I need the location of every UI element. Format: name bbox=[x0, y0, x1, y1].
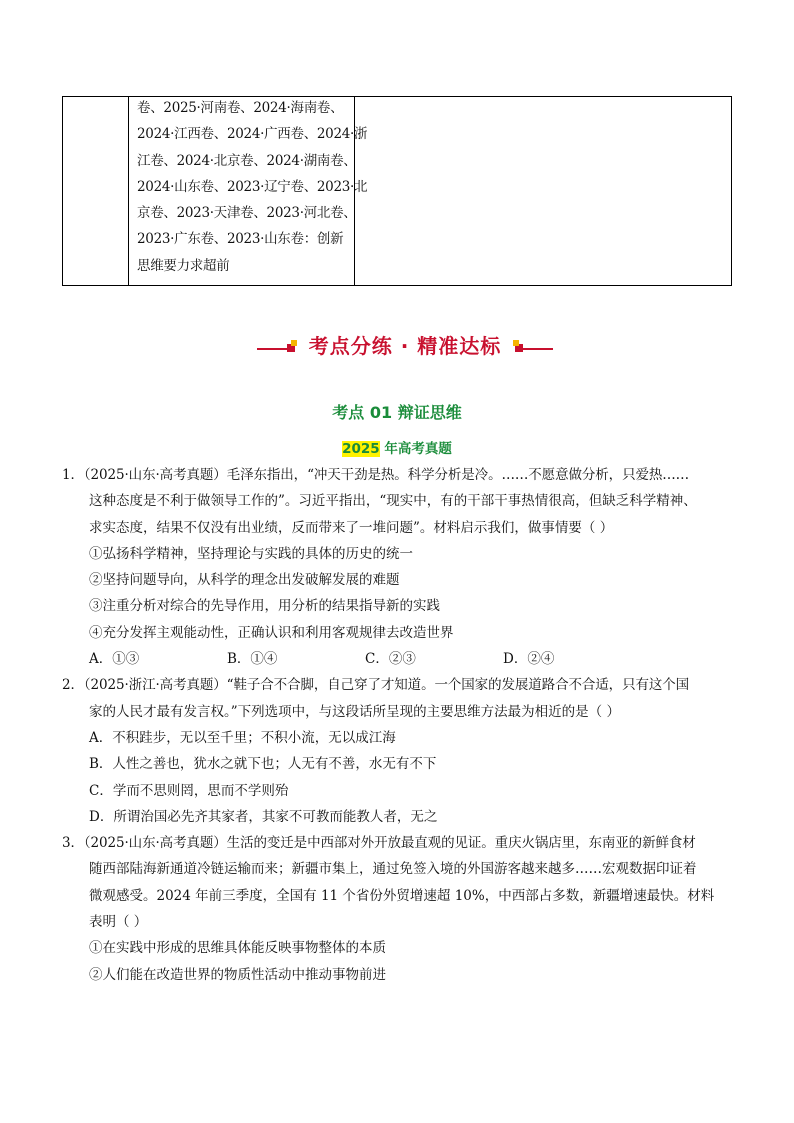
option-b: B．人性之善也，犹水之就下也；人无有不善，水无有不下 bbox=[89, 756, 437, 773]
question-stem: 1．（2025·山东·高考真题）毛泽东指出，“冲天干劲是热。科学分析是冷。……不愿意做分析，只爱热…… bbox=[62, 467, 690, 483]
banner-line-right bbox=[523, 348, 553, 350]
banner-title: 考点分练 · 精准达标 bbox=[308, 334, 502, 358]
question-stem: 随西部陆海新通道冷链运输而来；新疆市集上，通过免签入境的外国游客越来越多……宏观数据印证着 bbox=[89, 861, 697, 878]
year-highlight: 2025 bbox=[342, 441, 380, 457]
question-stem: 这种态度是不利于做领导工作的”。习近平指出，“现实中，有的干部干事热情很高，但缺乏科学精神、 bbox=[89, 493, 697, 510]
option-a: A．不积跬步，无以至千里；不积小流，无以成江海 bbox=[89, 729, 396, 746]
table-line: 2024·江西卷、2024·广西卷、2024·浙 bbox=[137, 126, 368, 143]
table-line: 京卷、2023·天津卷、2023·河北卷、 bbox=[137, 205, 357, 222]
section-title: 考点 01 辩证思维 bbox=[332, 403, 462, 422]
question-1 bbox=[62, 462, 742, 672]
option-d: D．②④ bbox=[503, 651, 555, 668]
statement: ③注重分析对综合的先导作用，用分析的结果指导新的实践 bbox=[89, 598, 440, 615]
questions bbox=[62, 462, 742, 988]
statement: ④充分发挥主观能动性，正确认识和利用客观规律去改造世界 bbox=[89, 624, 454, 641]
table-line: 2023·广东卷、2023·山东卷：创新 bbox=[137, 231, 344, 248]
table-col-2 bbox=[129, 97, 368, 285]
option-b: B．①④ bbox=[227, 651, 278, 668]
table-col-1 bbox=[63, 97, 129, 285]
summary-table bbox=[62, 96, 732, 286]
statement: ①在实践中形成的思维具体能反映事物整体的本质 bbox=[89, 940, 386, 957]
question-2 bbox=[62, 672, 742, 830]
table-line: 2024·山东卷、2023·辽宁卷、2023·北 bbox=[137, 178, 368, 195]
banner-square-icon bbox=[513, 340, 519, 346]
statement: ①弘扬科学精神，坚持理论与实践的具体的历史的统一 bbox=[89, 545, 413, 562]
year-subtitle bbox=[0, 437, 794, 457]
question-3 bbox=[62, 830, 742, 988]
question-stem: 家的人民才最有发言权。”下列选项中，与这段话所呈现的主要思维方法最为相近的是（ ） bbox=[89, 703, 620, 720]
option-d: D．所谓治国必先齐其家者，其家不可教而能教人者，无之 bbox=[89, 808, 438, 825]
question-stem: 微观感受。2024 年前三季度，全国有 11 个省份外贸增速超 10%，中西部占多数，新疆增速最快。材料 bbox=[89, 887, 715, 904]
table-col-3 bbox=[355, 97, 731, 285]
statement: ②人们能在改造世界的物质性活动中推动事物前进 bbox=[89, 966, 386, 983]
option-c: C．②③ bbox=[365, 651, 416, 668]
table-line: 思维要力求超前 bbox=[137, 257, 230, 274]
option-c: C．学而不思则罔，思而不学则殆 bbox=[89, 782, 289, 799]
section-banner bbox=[257, 330, 553, 360]
question-stem: 求实态度，结果不仅没有出业绩，反而带来了一堆问题”。材料启示我们，做事情要（ ） bbox=[89, 519, 614, 536]
option-a: A．①③ bbox=[89, 651, 140, 668]
question-stem: 表明（ ） bbox=[89, 914, 148, 931]
year-suffix: 年高考真题 bbox=[379, 441, 452, 457]
table-line: 江卷、2024·北京卷、2024·湖南卷、 bbox=[137, 152, 357, 169]
table-line: 卷、2025·河南卷、2024·海南卷、 bbox=[137, 100, 344, 116]
question-stem: 2．（2025·浙江·高考真题）“鞋子合不合脚，自己穿了才知道。一个国家的发展道路合不合适，只有这个国 bbox=[62, 677, 690, 694]
statement: ②坚持问题导向，从科学的理念出发破解发展的难题 bbox=[89, 572, 400, 589]
question-stem: 3．（2025·山东·高考真题）生活的变迁是中西部对外开放最直观的见证。重庆火锅店里，东南亚的新鲜食材 bbox=[62, 835, 696, 852]
answer-options bbox=[62, 646, 742, 672]
